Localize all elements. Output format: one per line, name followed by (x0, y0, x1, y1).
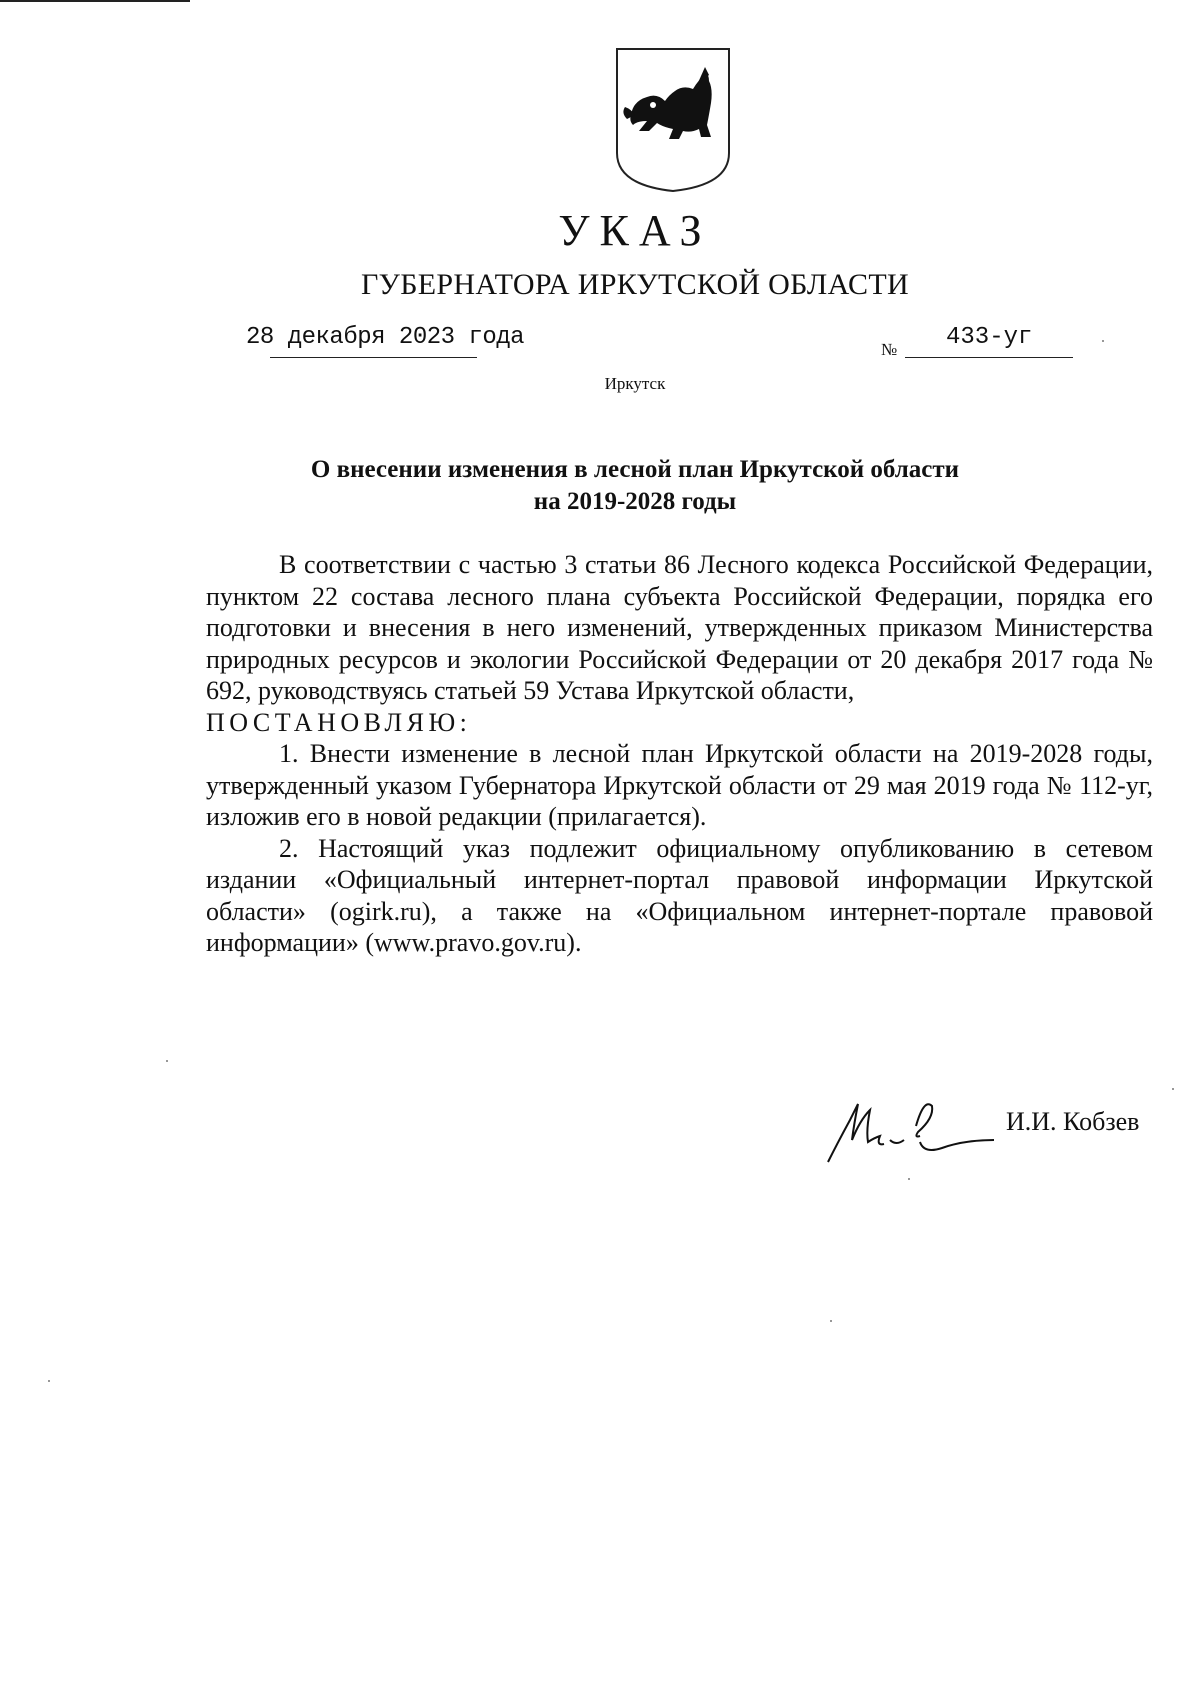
handwritten-signature (824, 1090, 1014, 1166)
decree-body (206, 549, 1153, 959)
scan-speck (166, 1060, 168, 1062)
document-subtitle: ГУБЕРНАТОРА ИРКУТСКОЙ ОБЛАСТИ (361, 268, 909, 301)
decree-heading (0, 454, 1200, 518)
coat-of-arms-icon (613, 45, 733, 195)
scan-speck (830, 1320, 832, 1322)
item-1-paragraph: 1. Внести изменение в лесной план Иркутской области на 2019-2028 годы, утвержденный указом Губернатора Иркутской области от 29 мая 2019 года № 112-уг, изложив его в новой редакции (прилагается). (206, 739, 1153, 831)
scan-edge-mark (0, 0, 190, 2)
number-underline (905, 357, 1073, 358)
decree-date: 28 декабря 2023 года (246, 324, 525, 351)
city-name: Иркутск (604, 374, 666, 393)
scan-speck (908, 1178, 910, 1180)
number-sign: № (881, 340, 898, 359)
date-underline (270, 357, 477, 358)
scan-speck (1102, 340, 1104, 342)
heading-line-1: О внесении изменения в лесной план Иркутской области (310, 456, 960, 483)
heading-line-2: на 2019-2028 годы (533, 488, 737, 515)
signer-name: И.И. Кобзев (1006, 1107, 1140, 1136)
scan-speck (48, 1380, 50, 1382)
item-2-paragraph: 2. Настоящий указ подлежит официальному опубликованию в сетевом издании «Официальный интернет-портал правовой информации Иркутской области» (ogirk.ru), а также на «Официальном интернет-портале правовой информации» (www.pravo.gov.ru). (206, 833, 1153, 957)
preamble-paragraph: В соответствии с частью 3 статьи 86 Лесного кодекса Российской Федерации, пунктом 22 состава лесного плана субъекта Российской Федерации, порядка его подготовки и внесения в него изменений, утвержденных приказом Министерства природных ресурсов и экологии Российской Федерации от 20 декабря 2017 года № 692, руководствуясь статьей 59 Устава Иркутской области, (206, 550, 1153, 705)
scan-speck (1172, 1088, 1174, 1090)
document-title: УКАЗ (558, 206, 712, 255)
decree-number: 433-уг (946, 324, 1033, 351)
decree-word: ПОСТАНОВЛЯЮ: (206, 707, 472, 737)
